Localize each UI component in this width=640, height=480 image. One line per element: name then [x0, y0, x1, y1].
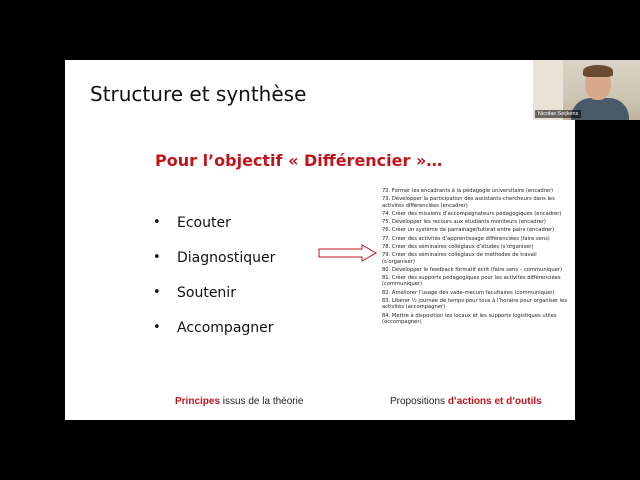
footer-principles-highlight: Principes [175, 396, 221, 407]
action-item: 79. Créer des séminaires collégiaux de méthodes de travail (s’organiser) [382, 251, 537, 265]
action-item: 74. Créer des missions d’accompagnateurs pédagogiques (encadrer) [382, 210, 562, 217]
bullet-label: Diagnostiquer [177, 249, 276, 266]
action-item: 72. Former les encadrants à la pédagogie universitaire (encadrer) [382, 188, 554, 194]
footer-propositions-highlight: d’actions et d’outils [447, 396, 542, 407]
bullet-label: Ecouter [177, 214, 231, 231]
action-item: 82. Améliorer l’usage des vade-mecum facultaires (communiquer) [382, 289, 555, 296]
slide-subtitle: Pour l’objectif « Différencier »… [155, 151, 443, 170]
bullet-icon: • [153, 285, 161, 300]
participant-hair [583, 65, 613, 77]
bullet-item [153, 240, 275, 275]
bullet-item [153, 275, 275, 310]
action-item: 84. Mettre à disposition les locaux et les supports logistiques utiles (accompagner) [382, 312, 557, 326]
bullet-label: Accompagner [177, 319, 274, 336]
action-item: 81. Créer des supports pédagogiques pour les activités différenciées (communiquer) [382, 274, 561, 288]
footer-principles-text: issus de la théorie [220, 396, 304, 407]
bullet-icon: • [153, 215, 161, 230]
bullet-icon: • [153, 320, 161, 335]
action-item: 78. Créer des séminaires collégiaux d’études (s’organiser) [382, 243, 534, 250]
footer-propositions [390, 396, 542, 407]
action-item: 73. Développer la participation des assistants-chercheurs dans les activités différenciées (encadrer) [382, 196, 555, 209]
action-item: 77. Créer des activités d’apprentissage différenciées (faire sens) [382, 235, 550, 242]
bullet-list [153, 205, 275, 345]
action-item: 76. Créer un système de parrainage/tutorat entre pairs (encadrer) [382, 227, 555, 234]
participant-video-tile[interactable] [533, 60, 640, 120]
footer-propositions-text: Propositions [390, 396, 448, 407]
actions-list [382, 188, 568, 327]
action-item: 83. Libérer ½ journée de temps pour tous à l’horaire pour organiser les activités (accompagner) [382, 297, 568, 311]
slide-title: Structure et synthèse [90, 82, 307, 106]
bullet-icon: • [153, 250, 161, 265]
action-item: 80. Développer le feedback formatif écrit (faire sens – communiquer) [382, 266, 562, 273]
footer-principles [175, 396, 303, 407]
participant-name-label: Nicolas Seijkens [535, 110, 581, 118]
bullet-label: Soutenir [177, 284, 236, 301]
bullet-item [153, 310, 275, 345]
action-item: 75. Développer les recours aux étudiants moniteurs (encadrer) [382, 219, 546, 226]
right-arrow-icon [318, 244, 378, 262]
bullet-item [153, 205, 275, 240]
